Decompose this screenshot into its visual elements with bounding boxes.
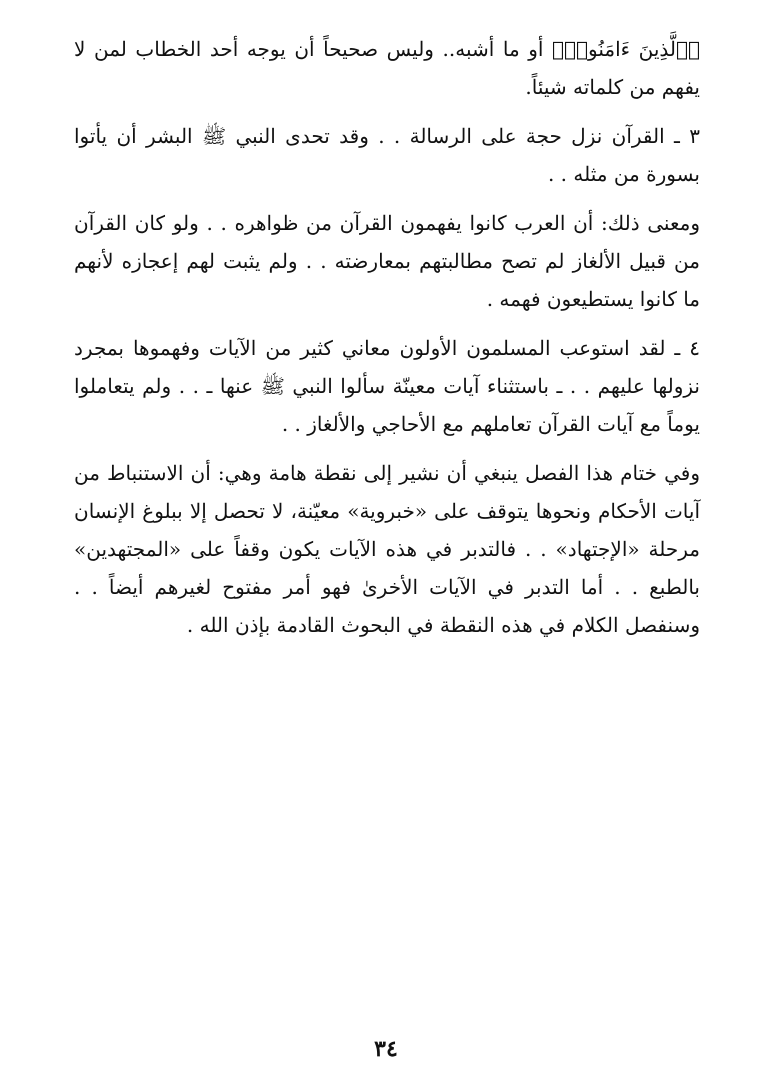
paragraph-continuation: ﴿ٱلَّذِينَ ءَامَنُوا۟﴾ أو ما أشبه.. وليس صحيحاً أن يوجه أحد الخطاب لمن لا يفهم من كلماته شيئاً.: [74, 37, 700, 99]
paragraph-point-3: ٣ ـ القرآن نزل حجة على الرسالة . . وقد تحدى النبي ﷺ البشر أن يأتوا بسورة من مثله . .: [74, 124, 700, 186]
paragraph-conclusion: وفي ختام هذا الفصل ينبغي أن نشير إلى نقطة هامة وهي: أن الاستنباط من آيات الأحكام ونحوها يتوقف على «خبروية» معيّنة، لا تحصل إلا ببلوغ الإنسان مرحلة «الإجتهاد» . . فالتدبر في هذه الآيات يكون وقفاً على «المجتهدين» بالطبع . . أما التدبر في الآيات الأخرىٰ فهو أمر مفتوح لغيرهم أيضاً . . وسنفصل الكلام في هذه النقطة في البحوث القادمة بإذن الله .: [74, 461, 700, 637]
paragraph-point-4: ٤ ـ لقد استوعب المسلمون الأولون معاني كثير من الآيات وفهموها بمجرد نزولها عليهم . . ـ باستثناء آيات معينّة سألوا النبي ﷺ عنها ـ . . ولم يتعاملوا يوماً مع آيات القرآن تعاملهم مع الأحاجي والألغاز . .: [74, 336, 700, 436]
page-number: ٣٤: [374, 1036, 398, 1062]
page-body: [74, 30, 700, 644]
paragraph-meaning: ومعنى ذلك: أن العرب كانوا يفهمون القرآن من ظواهره . . ولو كان القرآن من قبيل الألغاز لم تصح مطالبتهم بمعارضته . . ولم يثبت لهم إعجازه لأنهم ما كانوا يستطيعون فهمه .: [74, 211, 700, 311]
